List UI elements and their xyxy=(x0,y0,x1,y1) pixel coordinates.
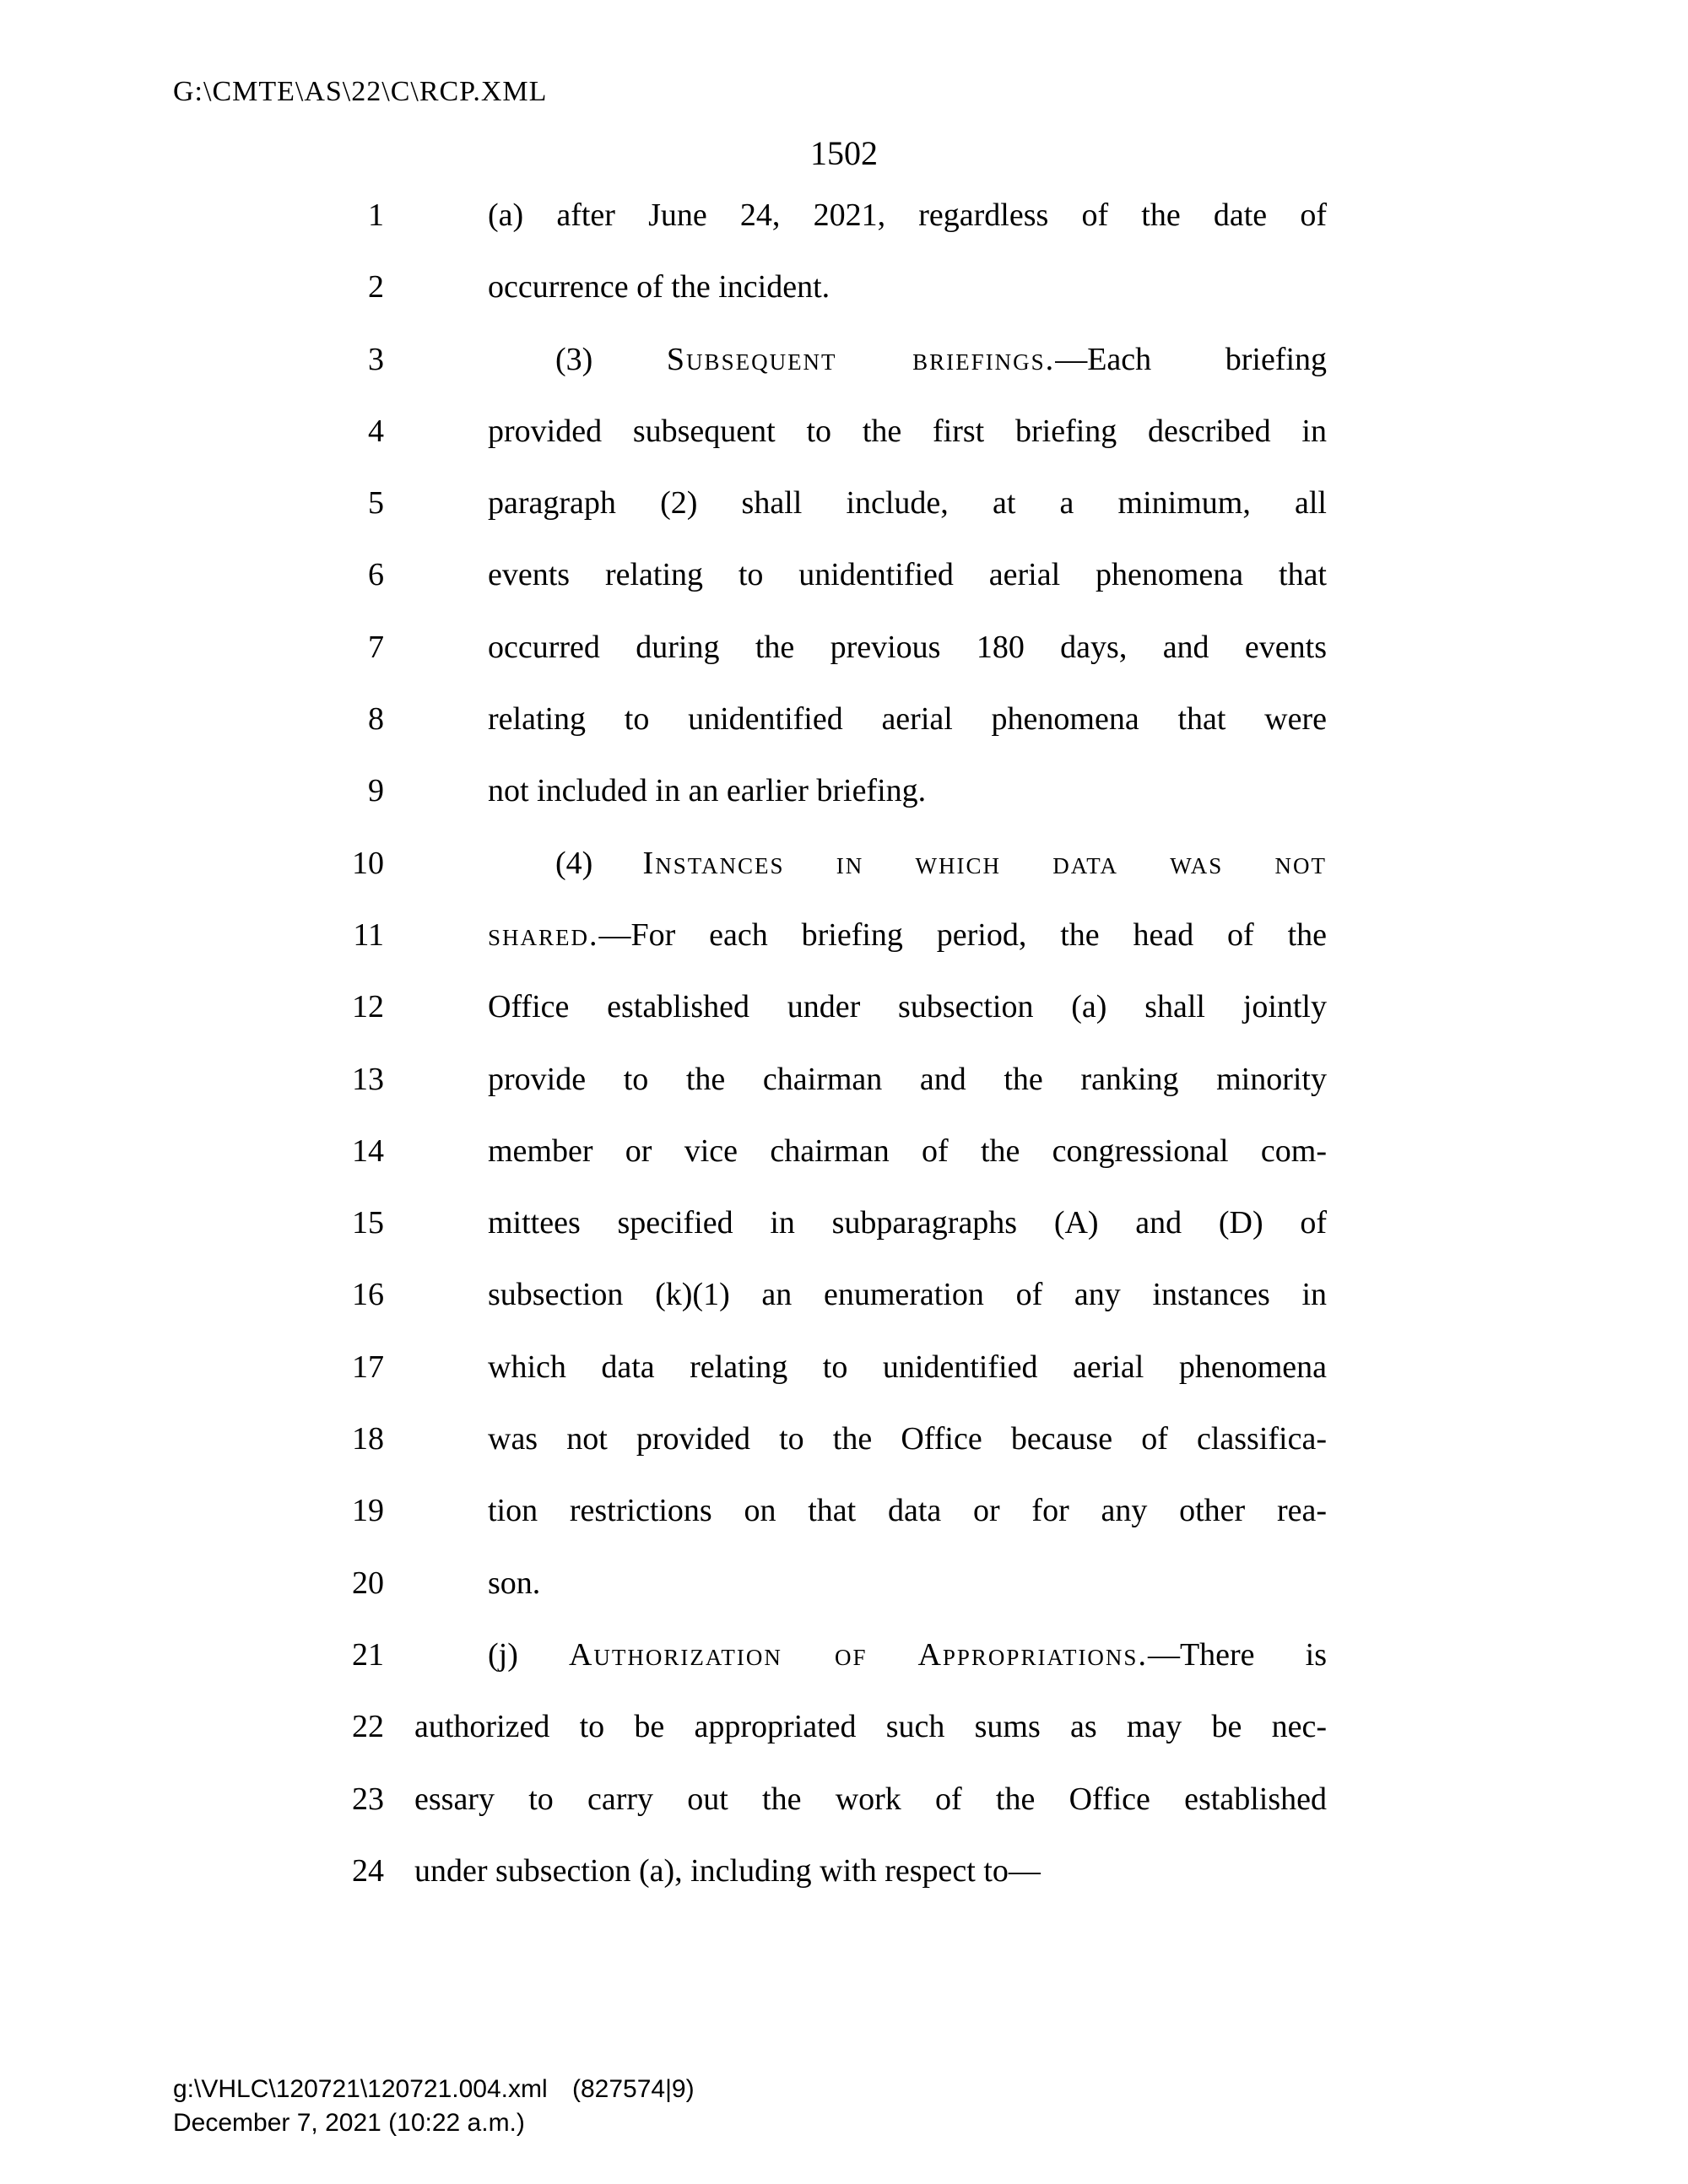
footer xyxy=(173,2073,695,2140)
line-number: 6 xyxy=(368,557,384,593)
text-line xyxy=(0,1044,1688,1116)
line-number: 10 xyxy=(352,845,384,881)
line-text xyxy=(488,251,1327,323)
text-segment: —There is xyxy=(1147,1636,1327,1673)
text-segment: essary to carry out the work of the Office established xyxy=(414,1781,1327,1817)
footer-line1 xyxy=(173,2073,695,2106)
text-line xyxy=(0,684,1688,755)
text-segment: (3) xyxy=(555,341,667,377)
text-segment: mittees specified in subparagraphs (A) and (D) of xyxy=(488,1205,1327,1241)
line-text xyxy=(488,971,1327,1043)
text-segment: occurred during the previous 180 days, and events xyxy=(488,629,1327,665)
small-caps-heading-segment: Instances in which data was not xyxy=(642,845,1327,881)
footer-timestamp: December 7, 2021 (10:22 a.m.) xyxy=(173,2109,525,2137)
line-text xyxy=(488,1619,1327,1691)
text-line xyxy=(0,1332,1688,1403)
text-line xyxy=(0,828,1688,900)
line-number: 16 xyxy=(352,1277,384,1313)
line-text xyxy=(488,468,1327,539)
text-line xyxy=(0,468,1688,539)
line-text xyxy=(488,1475,1327,1547)
line-number: 7 xyxy=(368,629,384,665)
line-number: 8 xyxy=(368,701,384,738)
line-number: 20 xyxy=(352,1565,384,1601)
text-segment: occurrence of the incident. xyxy=(488,269,830,305)
text-segment: subsection (k)(1) an enumeration of any instances in xyxy=(488,1277,1327,1313)
footer-doc-id: (827574|9) xyxy=(572,2075,695,2103)
header-file-path: G:\CMTE\AS\22\C\RCP.XML xyxy=(173,76,548,107)
text-segment: which data relating to unidentified aerial phenomena xyxy=(488,1349,1327,1385)
small-caps-heading-segment: shared. xyxy=(488,916,599,953)
text-line xyxy=(0,1187,1688,1259)
text-segment: not included in an earlier briefing. xyxy=(488,773,927,809)
line-text xyxy=(488,1044,1327,1116)
line-number: 2 xyxy=(368,269,384,305)
text-line xyxy=(0,1764,1688,1835)
text-line xyxy=(0,180,1688,251)
line-number: 18 xyxy=(352,1421,384,1457)
footer-file-path: g:\VHLC\120721\120721.004.xml xyxy=(173,2075,548,2103)
line-number: 5 xyxy=(368,485,384,522)
text-line xyxy=(0,1691,1688,1763)
text-segment: —For each briefing period, the head of the xyxy=(598,916,1327,953)
line-number: 13 xyxy=(352,1061,384,1097)
line-text xyxy=(488,1187,1327,1259)
line-text xyxy=(488,755,1327,827)
line-number: 17 xyxy=(352,1349,384,1385)
line-text xyxy=(414,1691,1327,1763)
line-number: 19 xyxy=(352,1493,384,1529)
line-text xyxy=(488,612,1327,684)
text-line xyxy=(0,612,1688,684)
line-number: 14 xyxy=(352,1133,384,1169)
text-segment: was not provided to the Office because of classifica- xyxy=(488,1421,1327,1457)
line-text xyxy=(488,1403,1327,1475)
text-lines xyxy=(0,180,1688,1907)
text-segment: (j) xyxy=(488,1636,569,1673)
line-number: 23 xyxy=(352,1781,384,1817)
line-text xyxy=(555,324,1327,396)
text-segment: (a) after June 24, 2021, regardless of the date of xyxy=(488,197,1327,233)
line-number: 22 xyxy=(352,1709,384,1745)
text-line xyxy=(0,539,1688,611)
text-segment: paragraph (2) shall include, at a minimum, all xyxy=(488,485,1327,522)
line-text xyxy=(488,900,1327,971)
text-line xyxy=(0,1548,1688,1619)
line-text xyxy=(488,684,1327,755)
text-line xyxy=(0,900,1688,971)
line-text xyxy=(414,1835,1327,1907)
line-text xyxy=(488,1116,1327,1187)
line-text xyxy=(488,1259,1327,1331)
text-segment: son. xyxy=(488,1565,541,1601)
text-line xyxy=(0,251,1688,323)
text-segment: relating to unidentified aerial phenomena that were xyxy=(488,701,1327,738)
line-text xyxy=(488,1548,1327,1619)
line-text xyxy=(488,1332,1327,1403)
text-segment: —Each briefing xyxy=(1055,341,1327,377)
line-number: 1 xyxy=(368,197,384,233)
line-number: 11 xyxy=(353,916,384,953)
text-segment: member or vice chairman of the congressional com- xyxy=(488,1133,1327,1169)
text-line xyxy=(0,396,1688,468)
text-line xyxy=(0,324,1688,396)
line-text xyxy=(488,396,1327,468)
line-text xyxy=(488,180,1327,251)
text-line xyxy=(0,755,1688,827)
line-number: 9 xyxy=(368,773,384,809)
text-line xyxy=(0,1475,1688,1547)
text-segment: events relating to unidentified aerial phenomena that xyxy=(488,557,1327,593)
line-number: 12 xyxy=(352,989,384,1025)
line-number: 21 xyxy=(352,1636,384,1673)
text-segment: (4) xyxy=(555,845,643,881)
line-number: 15 xyxy=(352,1205,384,1241)
text-line xyxy=(0,971,1688,1043)
text-segment: provided subsequent to the first briefing described in xyxy=(488,413,1327,449)
line-number: 4 xyxy=(368,413,384,449)
text-segment: tion restrictions on that data or for any other rea- xyxy=(488,1493,1327,1529)
text-line xyxy=(0,1835,1688,1907)
small-caps-heading-segment: Subsequent briefings. xyxy=(666,341,1056,377)
text-line xyxy=(0,1403,1688,1475)
text-line xyxy=(0,1619,1688,1691)
line-number: 3 xyxy=(368,341,384,377)
line-text xyxy=(555,828,1327,900)
line-text xyxy=(414,1764,1327,1835)
text-segment: Office established under subsection (a) shall jointly xyxy=(488,989,1327,1025)
line-number: 24 xyxy=(352,1852,384,1889)
text-segment: authorized to be appropriated such sums as may be nec- xyxy=(414,1709,1327,1745)
small-caps-heading-segment: Authorization of Appropriations. xyxy=(568,1636,1148,1673)
line-text xyxy=(488,539,1327,611)
text-line xyxy=(0,1116,1688,1187)
page-number: 1502 xyxy=(810,134,878,172)
text-segment: under subsection (a), including with respect to— xyxy=(414,1852,1041,1889)
text-segment: provide to the chairman and the ranking minority xyxy=(488,1061,1327,1097)
text-line xyxy=(0,1259,1688,1331)
